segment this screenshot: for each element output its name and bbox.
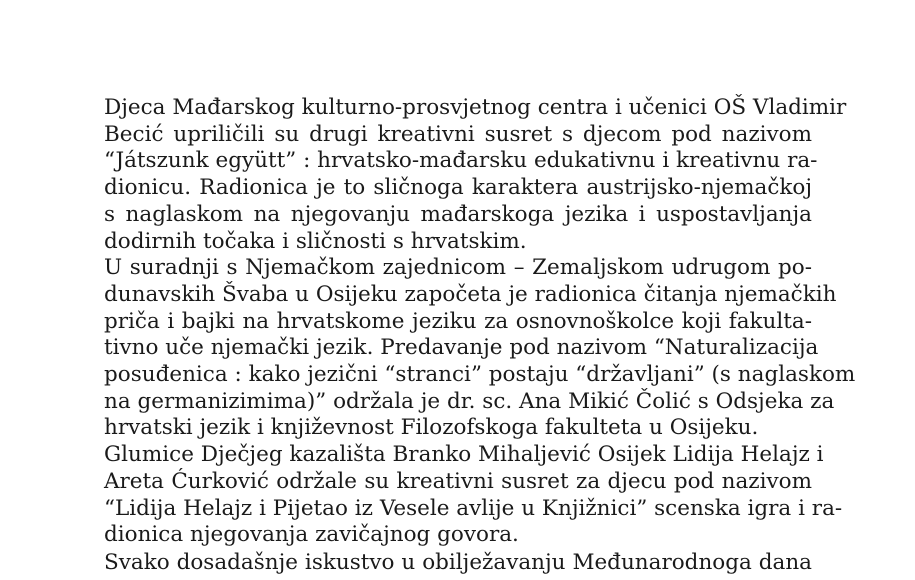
text-line: tivno uče njemački jezik. Predavanje pod nazivom “Naturalizacija bbox=[104, 335, 819, 361]
body-text bbox=[104, 95, 856, 577]
text-line: dionicu. Radionica je to sličnoga karaktera austrijsko-njemačkoj bbox=[104, 175, 812, 201]
text-line: Svako dosadašnje iskustvo u obilježavanju Međunarodnoga dana bbox=[104, 549, 812, 575]
text-line: Djeca Mađarskog kulturno-prosvjetnog centra i učenici OŠ Vladimir bbox=[104, 95, 847, 120]
text-line: Becić upriličili su drugi kreativni susret s djecom pod nazivom bbox=[104, 121, 812, 147]
text-line: posuđenica : kako jezični “stranci” postaju “državljani” (s naglaskom bbox=[104, 362, 856, 388]
text-line: s naglaskom na njegovanju mađarskoga jezika i uspostavljanja bbox=[104, 201, 812, 227]
text-line: “Lidija Helajz i Pijetao iz Vesele avlije u Knjižnici” scenska igra i ra- bbox=[104, 495, 843, 521]
paragraph-hungarian-workshop bbox=[104, 95, 847, 255]
text-line: “Játszunk együtt” : hrvatsko-mađarsku edukativnu i kreativnu ra- bbox=[104, 148, 818, 174]
paragraph-childrens-theatre bbox=[104, 442, 843, 549]
text-line: Areta Ćurković održale su kreativni susret za djecu pod nazivom bbox=[104, 468, 812, 494]
text-line: U suradnji s Njemačkom zajednicom – Zemaljskom udrugom po- bbox=[104, 255, 812, 281]
text-line: priča i bajki na hrvatskome jeziku za osnovnoškolce koji fakulta- bbox=[104, 308, 812, 334]
text-line: dodirnih točaka i sličnosti s hrvatskim. bbox=[104, 228, 527, 254]
paragraph-german-community bbox=[104, 255, 856, 442]
text-line: na germanizimima)” održala je dr. sc. Ana Mikić Čolić s Odsjeka za bbox=[104, 388, 835, 414]
text-line: hrvatski jezik i književnost Filozofskoga fakulteta u Osijeku. bbox=[104, 415, 759, 441]
text-line: dionica njegovanja zavičajnog govora. bbox=[104, 522, 519, 548]
text-line: Glumice Dječjeg kazališta Branko Mihaljević Osijek Lidija Helajz i bbox=[104, 442, 824, 468]
paragraph-experience bbox=[104, 550, 812, 577]
text-line: dunavskih Švaba u Osijeku započeta je radionica čitanja njemačkih bbox=[104, 281, 837, 307]
